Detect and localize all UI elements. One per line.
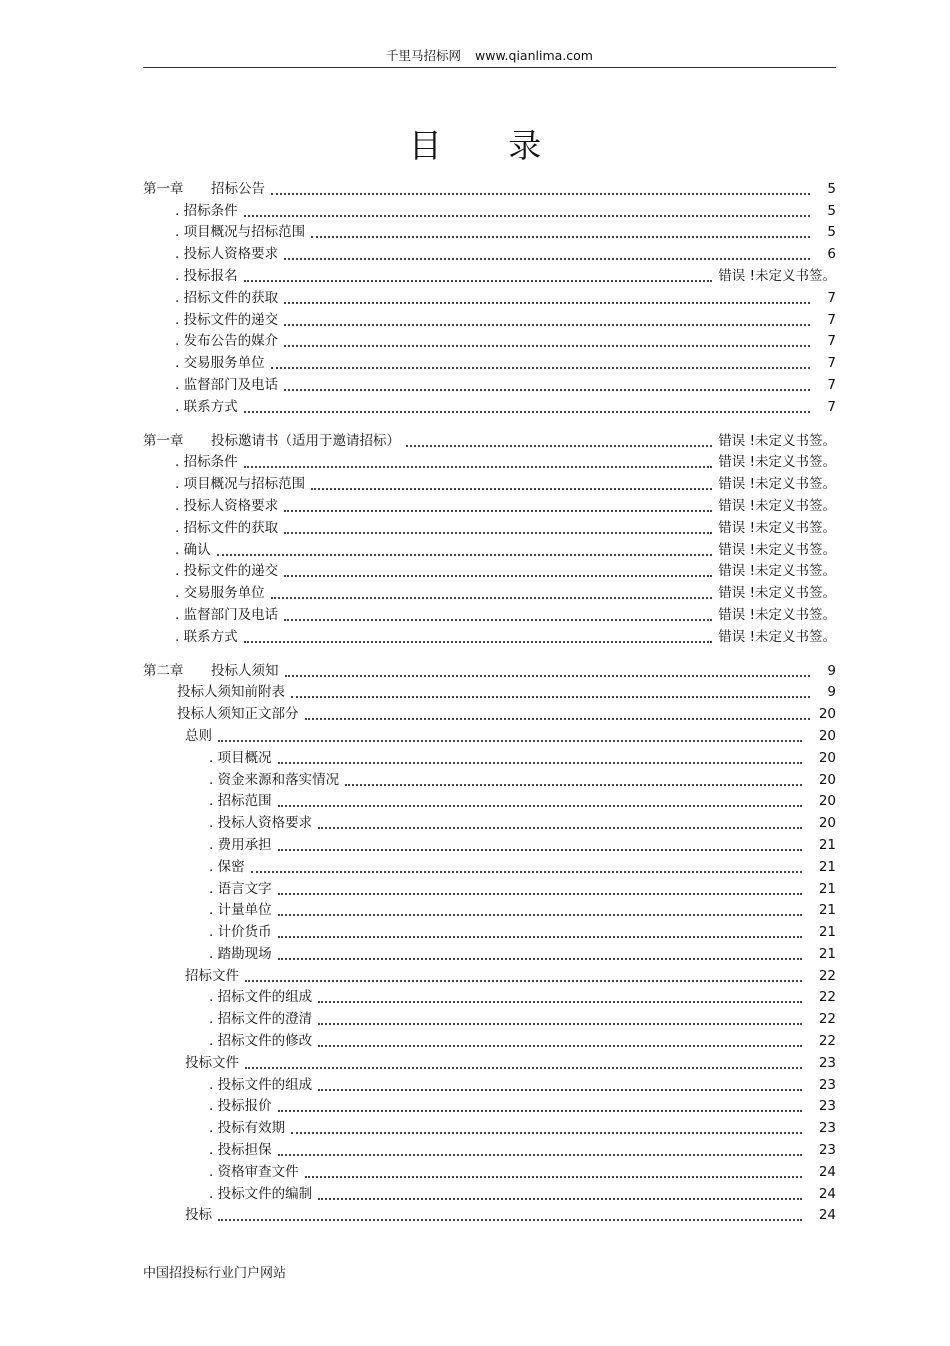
toc-dot-leader [218, 740, 802, 742]
toc-entry[interactable] [143, 559, 836, 581]
toc-entry-label [143, 1119, 285, 1137]
toc-chapter-number: 第一章 [143, 432, 184, 449]
toc-dot-leader [311, 488, 712, 490]
toc-entry-label [143, 223, 305, 241]
toc-entry-text: . 投标担保 [209, 1142, 272, 1159]
header-site-name: 千里马招标网 [386, 48, 462, 63]
toc-page-number: 23 [818, 1142, 836, 1159]
toc-entry-text: . 踏勘现场 [209, 945, 272, 962]
toc-dot-leader [284, 345, 810, 347]
toc-entry[interactable] [143, 1203, 836, 1225]
toc-dot-leader [278, 849, 802, 851]
toc-entry-label [143, 354, 265, 372]
toc-entry-text: 投标人须知正文部分 [177, 706, 299, 723]
toc-entry-text: 投标人须知前附表 [177, 684, 285, 701]
toc-entry-text: 招标公告 [211, 180, 265, 197]
toc-entry[interactable] [143, 471, 836, 493]
toc-entry-text: . 招标条件 [175, 202, 238, 219]
toc-entry-label [143, 662, 279, 680]
toc-entry-label [143, 923, 272, 941]
toc-entry-text: . 项目概况与招标范围 [175, 224, 306, 241]
toc-entry-label [143, 771, 339, 789]
toc-entry-text: 投标 [185, 1207, 212, 1224]
toc-dot-leader [278, 1154, 802, 1156]
toc-dot-leader [291, 1132, 802, 1134]
toc-dot-leader [244, 641, 713, 643]
toc-page-number: 23 [818, 1054, 836, 1071]
toc-page-number: 20 [818, 793, 836, 810]
toc-entry-label [143, 584, 265, 602]
toc-entry[interactable] [143, 854, 836, 876]
toc-entry-label [143, 311, 278, 329]
toc-entry-text: . 投标文件的递交 [175, 311, 279, 328]
toc-page-number: 错误 !未定义书签。 [718, 497, 836, 514]
toc-entry-text: . 保密 [209, 858, 245, 875]
toc-entry-text: . 计量单位 [209, 902, 272, 919]
toc-entry-label [143, 453, 238, 471]
table-of-contents [143, 176, 836, 1224]
toc-entry[interactable] [143, 537, 836, 559]
toc-dot-leader [284, 258, 810, 260]
toc-entry-text: . 投标人资格要求 [175, 246, 279, 263]
toc-entry-label [143, 1163, 299, 1181]
toc-entry-label [143, 1097, 272, 1115]
toc-page-number: 9 [827, 662, 836, 679]
toc-entry-label [143, 245, 278, 263]
toc-entry-text: . 招标条件 [175, 454, 238, 471]
toc-entry-label [143, 1185, 312, 1203]
toc-entry-label [143, 880, 272, 898]
toc-dot-leader [278, 958, 802, 960]
toc-entry-label [143, 727, 212, 745]
toc-dot-leader [284, 619, 712, 621]
toc-dot-leader [345, 784, 802, 786]
toc-entry-text: 投标人须知 [211, 662, 279, 679]
toc-dot-leader [318, 827, 802, 829]
toc-page-number: 7 [827, 289, 836, 306]
toc-dot-leader [271, 193, 810, 195]
toc-entry-label [143, 901, 272, 919]
toc-dot-leader [278, 762, 802, 764]
toc-page-number: 24 [818, 1185, 836, 1202]
toc-entry-label [143, 562, 278, 580]
toc-entry-label [143, 1141, 272, 1159]
toc-entry-text: 投标邀请书（适用于邀请招标） [211, 432, 400, 449]
toc-entry-text: . 发布公告的媒介 [175, 333, 279, 350]
toc-entry[interactable] [143, 329, 836, 351]
header-divider [143, 67, 836, 68]
toc-entry-text: . 投标人资格要求 [209, 815, 313, 832]
toc-dot-leader [284, 302, 810, 304]
toc-entry-text: . 交易服务单位 [175, 585, 265, 602]
toc-page-number: 22 [818, 967, 836, 984]
toc-page-number: 22 [818, 989, 836, 1006]
toc-dot-leader [217, 554, 713, 556]
toc-entry-text: . 资格审查文件 [209, 1163, 299, 1180]
toc-page-number: 24 [818, 1207, 836, 1224]
toc-entry-text: . 投标文件的递交 [175, 563, 279, 580]
toc-entry-text: 招标文件 [185, 967, 239, 984]
toc-entry-text: . 监督部门及电话 [175, 606, 279, 623]
toc-entry-text: . 确认 [175, 541, 211, 558]
toc-page-number: 错误 !未定义书签。 [718, 267, 836, 284]
toc-entry[interactable] [143, 658, 836, 680]
toc-entry[interactable] [143, 350, 836, 372]
toc-entry[interactable] [143, 1006, 836, 1028]
toc-dot-leader [284, 324, 810, 326]
toc-entry-text: 投标文件 [185, 1054, 239, 1071]
toc-page-number: 21 [818, 902, 836, 919]
toc-dot-leader [285, 675, 811, 677]
toc-entry[interactable] [143, 1159, 836, 1181]
toc-page-number: 24 [818, 1163, 836, 1180]
toc-page-number: 错误 !未定义书签。 [718, 541, 836, 558]
toc-entry-text: . 投标报名 [175, 267, 238, 284]
toc-entry-label [143, 519, 278, 537]
toc-dot-leader [318, 1023, 802, 1025]
toc-entry-text: . 招标文件的修改 [209, 1033, 313, 1050]
toc-entry[interactable] [143, 220, 836, 242]
toc-page-number: 20 [818, 771, 836, 788]
toc-dot-leader [278, 914, 802, 916]
toc-entry-label [143, 1054, 239, 1072]
toc-entry-label [143, 202, 238, 220]
toc-dot-leader [251, 871, 802, 873]
toc-page-number: 7 [827, 311, 836, 328]
toc-entry-text: . 交易服务单位 [175, 355, 265, 372]
toc-entry[interactable] [143, 680, 836, 702]
toc-entry[interactable] [143, 493, 836, 515]
toc-entry-text: . 投标文件的组成 [209, 1076, 313, 1093]
toc-entry[interactable] [143, 963, 836, 985]
toc-entry-label [143, 180, 265, 198]
toc-page-number: 7 [827, 398, 836, 415]
toc-dot-leader [284, 389, 810, 391]
toc-entry[interactable] [143, 580, 836, 602]
toc-entry-label [143, 541, 211, 559]
toc-entry[interactable] [143, 810, 836, 832]
toc-entry[interactable] [143, 428, 836, 450]
toc-page-number: 23 [818, 1076, 836, 1093]
toc-entry-label [143, 628, 238, 646]
toc-entry[interactable] [143, 1028, 836, 1050]
toc-entry-label [143, 1010, 312, 1028]
toc-page-number: 21 [818, 858, 836, 875]
toc-entry-label [143, 432, 400, 450]
toc-dot-leader [318, 1198, 802, 1200]
toc-entry[interactable] [143, 1050, 836, 1072]
toc-entry-label [143, 267, 238, 285]
toc-page-number: 7 [827, 333, 836, 350]
toc-entry-text: . 招标范围 [209, 793, 272, 810]
toc-entry-label [143, 398, 238, 416]
toc-dot-leader [318, 1089, 802, 1091]
toc-entry[interactable] [143, 876, 836, 898]
toc-entry-text: . 投标文件的编制 [209, 1185, 313, 1202]
toc-dot-leader [245, 980, 802, 982]
toc-entry-text: . 资金来源和落实情况 [209, 771, 340, 788]
toc-dot-leader [305, 718, 811, 720]
toc-page-number: 23 [818, 1120, 836, 1137]
toc-page-number: 5 [827, 224, 836, 241]
toc-dot-leader [245, 1067, 802, 1069]
toc-dot-leader [244, 280, 713, 282]
toc-entry-label [143, 289, 278, 307]
toc-dot-leader [291, 696, 810, 698]
toc-dot-leader [244, 215, 810, 217]
toc-entry-label [143, 705, 299, 723]
toc-dot-leader [278, 805, 802, 807]
toc-dot-leader [318, 1001, 802, 1003]
toc-entry[interactable] [143, 602, 836, 624]
toc-entry-text: . 监督部门及电话 [175, 376, 279, 393]
toc-entry-text: . 计价货币 [209, 924, 272, 941]
toc-entry-text: . 项目概况与招标范围 [175, 476, 306, 493]
toc-entry-text: . 投标报价 [209, 1098, 272, 1115]
toc-entry[interactable] [143, 1181, 836, 1203]
toc-entry-text: . 招标文件的澄清 [209, 1011, 313, 1028]
toc-entry[interactable] [143, 394, 836, 416]
toc-entry-label [143, 475, 305, 493]
toc-entry-label [143, 945, 272, 963]
toc-entry[interactable] [143, 701, 836, 723]
toc-dot-leader [278, 1110, 802, 1112]
toc-entry-label [143, 606, 278, 624]
toc-entry-text: . 投标有效期 [209, 1120, 286, 1137]
toc-entry[interactable] [143, 1094, 836, 1116]
toc-page-number: 5 [827, 180, 836, 197]
toc-dot-leader [244, 466, 713, 468]
header-url[interactable]: www.qianlima.com [475, 48, 593, 63]
toc-entry[interactable] [143, 450, 836, 472]
toc-entry[interactable] [143, 1072, 836, 1094]
toc-entry-label [143, 749, 272, 767]
toc-entry-label [143, 376, 278, 394]
toc-page-number: 7 [827, 355, 836, 372]
toc-page-number: 5 [827, 202, 836, 219]
toc-entry-label [143, 792, 272, 810]
toc-dot-leader [305, 1176, 802, 1178]
toc-chapter-number: 第二章 [143, 662, 184, 679]
toc-dot-leader [318, 1045, 802, 1047]
toc-entry-text: . 项目概况 [209, 749, 272, 766]
toc-entry-label [143, 1206, 212, 1224]
toc-dot-leader [406, 445, 712, 447]
toc-entry[interactable] [143, 919, 836, 941]
toc-page-number: 6 [827, 246, 836, 263]
toc-entry[interactable] [143, 1137, 836, 1159]
toc-entry[interactable] [143, 985, 836, 1007]
toc-page-number: 错误 !未定义书签。 [718, 519, 836, 536]
toc-entry[interactable] [143, 941, 836, 963]
toc-dot-leader [311, 236, 810, 238]
toc-entry-label [143, 1076, 312, 1094]
toc-chapter-number: 第一章 [143, 180, 184, 197]
toc-entry[interactable] [143, 198, 836, 220]
toc-entry-text: . 招标文件的组成 [209, 989, 313, 1006]
toc-entry-label [143, 814, 312, 832]
toc-page-number: 错误 !未定义书签。 [718, 432, 836, 449]
toc-page-number: 7 [827, 376, 836, 393]
toc-page-number: 错误 !未定义书签。 [718, 628, 836, 645]
toc-entry-text: . 招标文件的获取 [175, 519, 279, 536]
toc-dot-leader [278, 936, 802, 938]
toc-page-number: 21 [818, 924, 836, 941]
toc-entry[interactable] [143, 898, 836, 920]
toc-entry[interactable] [143, 832, 836, 854]
toc-entry-text: . 费用承担 [209, 836, 272, 853]
toc-entry[interactable] [143, 263, 836, 285]
toc-dot-leader [278, 893, 802, 895]
toc-entry[interactable] [143, 767, 836, 789]
page-header [143, 46, 836, 64]
toc-page-number: 20 [818, 749, 836, 766]
toc-page-number: 错误 !未定义书签。 [718, 454, 836, 471]
toc-entry-label [143, 836, 272, 854]
toc-page-number: 错误 !未定义书签。 [718, 563, 836, 580]
toc-page-number: 错误 !未定义书签。 [718, 606, 836, 623]
toc-page-number: 23 [818, 1098, 836, 1115]
toc-page-number: 21 [818, 880, 836, 897]
toc-page-number: 错误 !未定义书签。 [718, 585, 836, 602]
toc-entry-label [143, 332, 278, 350]
toc-entry[interactable] [143, 789, 836, 811]
toc-entry[interactable] [143, 372, 836, 394]
toc-dot-leader [284, 510, 712, 512]
toc-entry-text: . 联系方式 [175, 398, 238, 415]
toc-page-number: 22 [818, 1011, 836, 1028]
toc-entry-text: . 联系方式 [175, 628, 238, 645]
toc-page-number: 22 [818, 1033, 836, 1050]
toc-dot-leader [244, 411, 810, 413]
toc-entry-label [143, 1032, 312, 1050]
toc-page-number: 错误 !未定义书签。 [718, 476, 836, 493]
toc-entry-label [143, 497, 278, 515]
toc-entry[interactable] [143, 241, 836, 263]
toc-entry-text: 总则 [185, 727, 212, 744]
toc-entry[interactable] [143, 515, 836, 537]
toc-entry[interactable] [143, 307, 836, 329]
toc-dot-leader [218, 1219, 802, 1221]
toc-entry-label [143, 858, 245, 876]
toc-entry[interactable] [143, 723, 836, 745]
toc-page-number: 20 [818, 815, 836, 832]
page-title: 目 录 [408, 126, 570, 165]
toc-entry-label [143, 988, 312, 1006]
toc-entry-text: . 招标文件的获取 [175, 289, 279, 306]
toc-page-number: 21 [818, 836, 836, 853]
toc-entry-label [143, 683, 285, 701]
page-footer: 中国招投标行业门户网站 [143, 1266, 287, 1281]
toc-entry-text: . 投标人资格要求 [175, 497, 279, 514]
toc-dot-leader [284, 575, 712, 577]
toc-page-number: 9 [827, 684, 836, 701]
toc-page-number: 21 [818, 945, 836, 962]
toc-entry-label [143, 967, 239, 985]
toc-page-number: 20 [818, 727, 836, 744]
toc-dot-leader [284, 532, 712, 534]
toc-entry[interactable] [143, 1115, 836, 1137]
toc-dot-leader [271, 367, 810, 369]
toc-entry[interactable] [143, 624, 836, 646]
toc-entry[interactable] [143, 745, 836, 767]
toc-entry[interactable] [143, 176, 836, 198]
toc-entry-text: . 语言文字 [209, 880, 272, 897]
toc-entry[interactable] [143, 285, 836, 307]
toc-dot-leader [271, 597, 713, 599]
toc-page-number: 20 [818, 706, 836, 723]
